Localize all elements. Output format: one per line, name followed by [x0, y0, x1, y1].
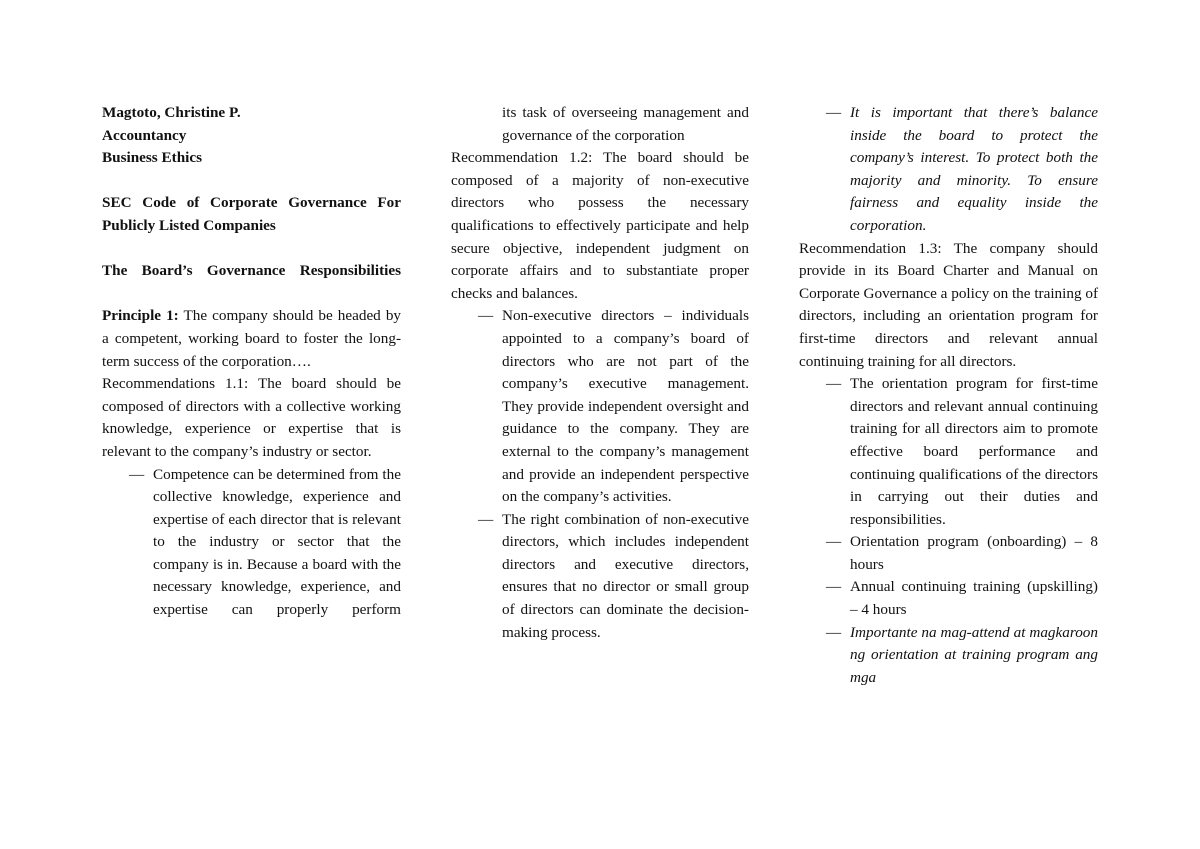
principle-text: The company should be headed by a competent, working board to foster the long-term success of the corporation…. [102, 307, 402, 370]
bullet-item [799, 102, 1098, 238]
section-title: The Board’s Governance Responsibilities [102, 262, 401, 280]
principle-label: Principle 1: [102, 307, 179, 325]
bullet-text: It is important that there’s balance inside the board to protect the company’s interest. To protect both the majority and minority. To ensure fairness and equality inside the corporation. [850, 104, 1098, 234]
column-2 [451, 102, 749, 644]
bullet-continuation: its task of overseeing management and governance of the corporation [502, 104, 749, 144]
column-1 [102, 102, 401, 622]
dash-marker: — [826, 623, 842, 641]
document-title: SEC Code of Corporate Governance For Publicly Listed Companies [102, 194, 401, 234]
bullet-item [451, 509, 749, 645]
bullet-text: Importante na mag-attend at magkaroon ng orientation at training program ang mga [850, 623, 1098, 686]
dash-marker: — [478, 510, 494, 528]
column-3 [799, 102, 1098, 689]
course: Accountancy [102, 126, 187, 144]
dash-marker: — [826, 104, 842, 121]
dash-marker: — [826, 533, 842, 551]
bullet-item [799, 531, 1098, 576]
recommendation-1-2: Recommendation 1.2: The board should be composed of a majority of non-executive directors who possess the necessary qualifications to effectively participate and help secure objective, independent judgment on corporate affairs and to substantiate proper checks and balances. [451, 149, 749, 302]
bullet-text: Annual continuing training (upskilling) – 4 hours [850, 578, 1098, 619]
bullet-text: Non-executive directors – individuals appointed to a company’s board of directors who are not part of the company’s executive management. They provide independent oversight and guidance to the company. They are external to the company’s management and provide an independent perspective on the company’s activities. [502, 307, 749, 506]
bullet-item [799, 576, 1098, 621]
recommendation-1-1: Recommendations 1.1: The board should be composed of directors with a collective working knowledge, experience or expertise that is relevant to the company’s industry or sector. [102, 375, 401, 460]
dash-marker: — [478, 307, 494, 325]
recommendation-1-3: Recommendation 1.3: The company should provide in its Board Charter and Manual on Corporate Governance a policy on the training of directors, including an orientation program for first-time directors and relevant annual continuing training for all directors. [799, 239, 1099, 370]
bullet-item [799, 622, 1098, 690]
bullet-item [799, 373, 1098, 531]
dash-marker: — [826, 375, 842, 393]
dash-marker: — [826, 578, 842, 596]
bullet-text: The right combination of non-executive directors, which includes independent directors and executive directors, ensures that no director or small group of directors can dominate the decision-making process. [502, 510, 749, 641]
bullet-text: Competence can be determined from the collective knowledge, experience and expertise of each director that is relevant to the industry or sector that the company is in. Because a board with the necessary knowledge, experience, and expertise can properly perform [153, 465, 401, 619]
bullet-text: Orientation program (onboarding) – 8 hours [850, 533, 1098, 573]
bullet-item [102, 464, 401, 622]
subject: Business Ethics [102, 149, 203, 167]
dash-marker: — [129, 465, 145, 483]
bullet-item [451, 305, 749, 508]
principle-1 [102, 305, 401, 373]
student-name: Magtoto, Christine P. [102, 104, 241, 121]
bullet-text: The orientation program for first-time directors and relevant annual continuing training for all directors aim to promote effective board performance and continuing qualifications of the directors in carrying out their duties and responsibilities. [850, 375, 1098, 528]
